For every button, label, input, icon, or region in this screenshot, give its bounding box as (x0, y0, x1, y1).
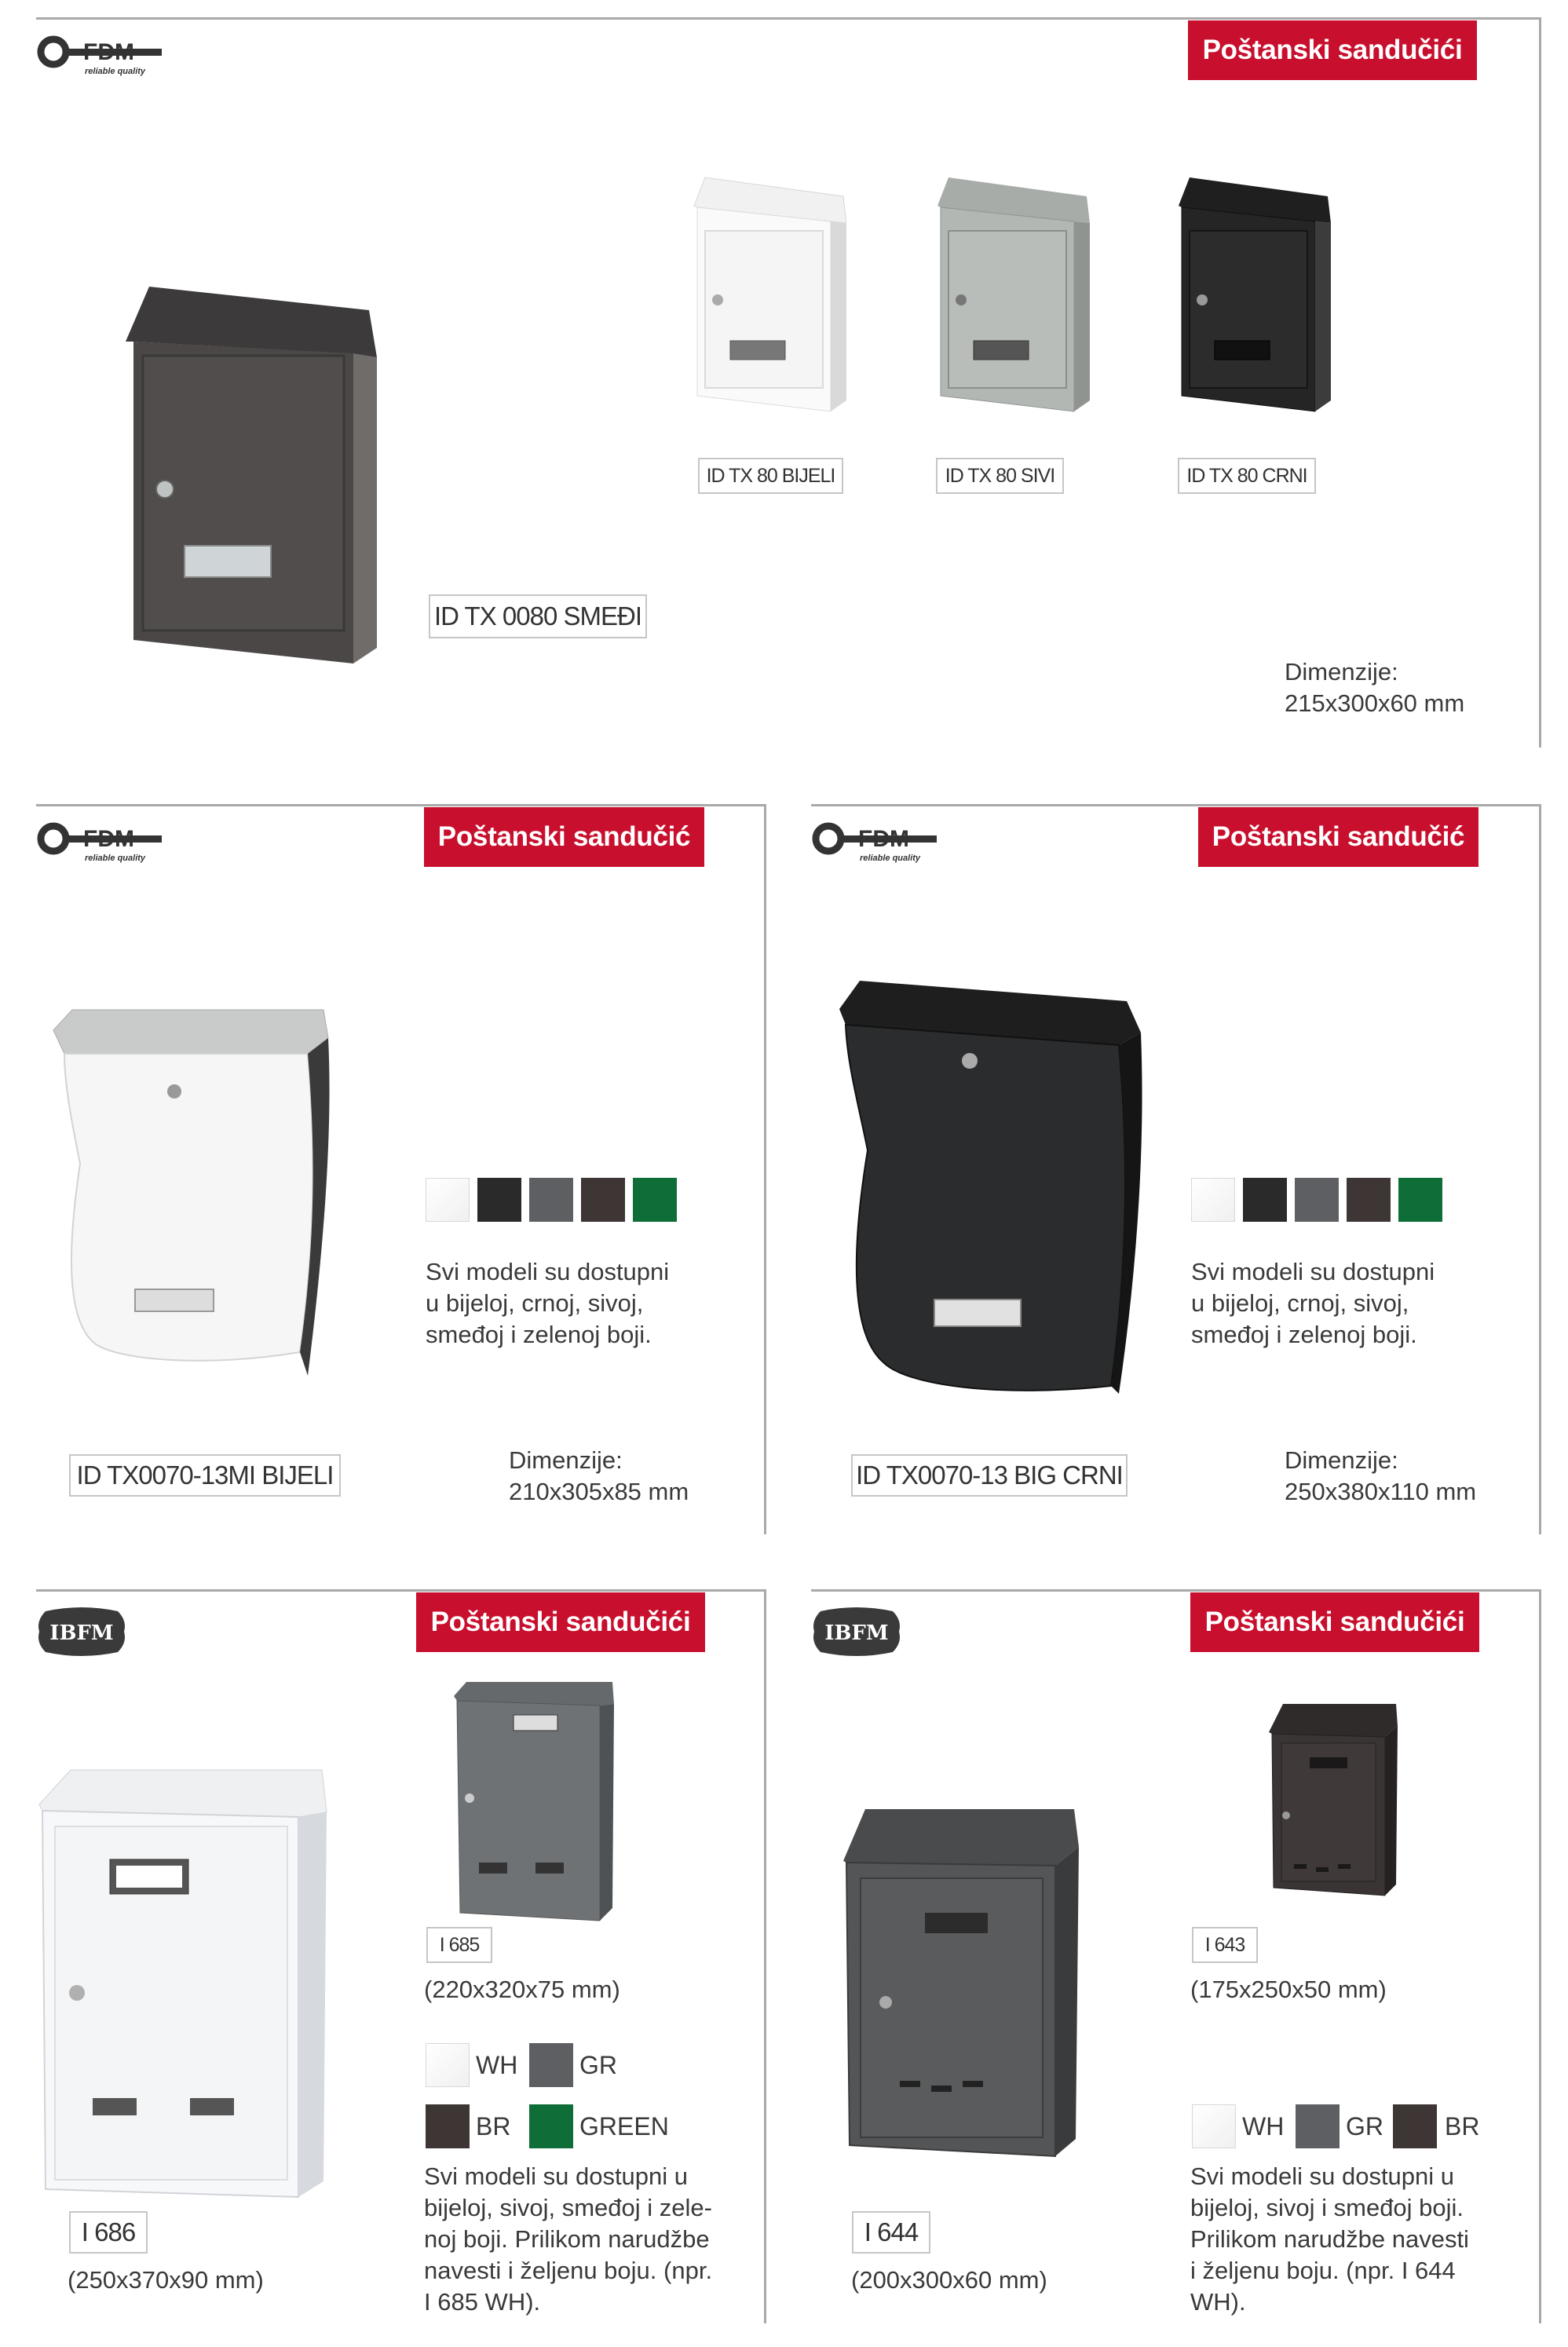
section5-banner: Poštanski sandučići (1190, 1592, 1479, 1652)
section3-dimensions-value: 250x380x110 mm (1285, 1478, 1477, 1505)
section5-main-dims: (200x300x60 mm) (851, 2266, 1047, 2294)
svg-text:reliable quality: reliable quality (860, 854, 921, 863)
svg-text:FDM: FDM (83, 826, 134, 852)
swatch-gray (529, 1178, 573, 1222)
variant-label-white: ID TX 80 BIJELI (698, 458, 843, 494)
swatch-code-br: BR (476, 2112, 511, 2140)
section4-sub-label: I 685 (426, 1927, 492, 1963)
swatch-brown (426, 2104, 470, 2148)
section4-note-line1: Svi modeli su dostupni u (424, 2162, 689, 2190)
swatch-gray (1295, 1178, 1339, 1222)
section5-main-label: I 644 (852, 2211, 930, 2254)
swatch-code-green: GREEN (579, 2112, 669, 2140)
section3-top-divider (811, 804, 1541, 806)
swatch-black (1243, 1178, 1287, 1222)
section4-note-line4: navesti i željenu boju. (npr. (424, 2257, 713, 2284)
section1-right-divider (1539, 17, 1541, 748)
variant-label-black: ID TX 80 CRNI (1178, 458, 1316, 494)
mailbox-i685-gray-image (451, 1680, 616, 1924)
variant-label-gray: ID TX 80 SIVI (936, 458, 1064, 494)
section2-dimensions-value: 210x305x85 mm (509, 1478, 689, 1505)
section5-right-divider (1539, 1589, 1541, 2323)
ibfm-logo (810, 1607, 904, 1657)
section2-availability-line1: Svi modeli su dostupni (426, 1258, 670, 1285)
fom-logo (36, 30, 162, 85)
section4-main-label: I 686 (69, 2211, 148, 2254)
svg-text:reliable quality: reliable quality (85, 854, 146, 863)
swatch-black (477, 1178, 521, 1222)
section4-right-divider (764, 1589, 766, 2323)
section4-main-dims: (250x370x90 mm) (68, 2266, 264, 2294)
svg-text:FDM: FDM (858, 826, 909, 852)
svg-text:IBFM: IBFM (49, 1621, 114, 1645)
swatch-green (529, 2104, 573, 2148)
swatch-gray (1296, 2104, 1340, 2148)
section2-dimensions-label: Dimenzije: (509, 1446, 623, 1474)
swatch-green (633, 1178, 677, 1222)
section5-note-line5: WH). (1190, 2288, 1246, 2316)
section2-availability-line3: smeđoj i zelenoj boji. (426, 1321, 652, 1348)
section4-banner: Poštanski sandučići (416, 1592, 705, 1652)
swatch-white (1191, 1178, 1235, 1222)
section3-dimensions-label: Dimenzije: (1285, 1446, 1398, 1474)
swatch-code-br: BR (1445, 2112, 1480, 2140)
fom-logo (811, 817, 937, 872)
section2-availability-line2: u bijeloj, crnoj, sivoj, (426, 1289, 644, 1317)
svg-text:IBFM: IBFM (824, 1621, 889, 1645)
fom-logo (36, 817, 162, 872)
swatch-code-gr: GR (1346, 2112, 1383, 2140)
mailbox-i686-white-image (31, 1765, 330, 2205)
swatch-brown (1393, 2104, 1437, 2148)
mailbox-tx80-white-image (689, 174, 846, 418)
swatch-green (1398, 1178, 1442, 1222)
section1-dimensions-value: 215x300x60 mm (1285, 689, 1465, 717)
swatch-white (1192, 2104, 1236, 2148)
swatch-code-gr: GR (579, 2051, 617, 2079)
mailbox-tx80-gray-image (933, 174, 1090, 418)
ibfm-logo (35, 1607, 129, 1657)
mailbox-tx0070-13mi-white-image (49, 1007, 331, 1384)
section2-banner: Poštanski sandučić (424, 807, 704, 867)
swatch-code-wh: WH (1242, 2112, 1285, 2140)
swatch-white (426, 2043, 470, 2087)
swatch-white (426, 1178, 470, 1222)
swatch-brown (581, 1178, 625, 1222)
section5-sub-dims: (175x250x50 mm) (1190, 1976, 1387, 2003)
section1-main-label: ID TX 0080 SMEĐI (429, 594, 647, 638)
section4-sub-dims: (220x320x75 mm) (424, 1976, 620, 2003)
section2-product-label: ID TX0070-13MI BIJELI (69, 1454, 341, 1497)
section1-top-divider (36, 17, 1541, 20)
swatch-brown (1347, 1178, 1391, 1222)
section3-banner: Poštanski sandučić (1198, 807, 1478, 867)
section3-right-divider (1539, 804, 1541, 1534)
mailbox-i643-brown-image (1266, 1702, 1399, 1899)
section3-availability-line3: smeđoj i zelenoj boji. (1191, 1321, 1417, 1348)
section3-product-label: ID TX0070-13 BIG CRNI (851, 1454, 1128, 1497)
section5-top-divider (811, 1589, 1541, 1592)
mailbox-tx0080-brown-image (118, 279, 377, 671)
section5-note-line3: Prilikom narudžbe navesti (1190, 2225, 1469, 2253)
section4-note-line3: noj boji. Prilikom narudžbe (424, 2225, 710, 2253)
section3-availability-line1: Svi modeli su dostupni (1191, 1258, 1435, 1285)
section5-note-line1: Svi modeli su dostupni u (1190, 2162, 1455, 2190)
swatch-code-wh: WH (476, 2051, 518, 2079)
section5-note-line2: bijeloj, sivoj i smeđoj boji. (1190, 2194, 1464, 2221)
swatch-gray (529, 2043, 573, 2087)
svg-text:FDM: FDM (83, 39, 134, 65)
mailbox-i644-dark-image (839, 1806, 1082, 2159)
section2-right-divider (764, 804, 766, 1534)
svg-text:reliable quality: reliable quality (85, 67, 146, 76)
mailbox-tx80-black-image (1174, 174, 1331, 418)
section4-note-line2: bijeloj, sivoj, smeđoj i zele- (424, 2194, 712, 2221)
section2-top-divider (36, 804, 766, 806)
section4-top-divider (36, 1589, 766, 1592)
section3-availability-line2: u bijeloj, crnoj, sivoj, (1191, 1289, 1409, 1317)
section1-banner: Poštanski sandučići (1188, 20, 1477, 80)
section5-sub-label: I 643 (1192, 1927, 1258, 1963)
mailbox-tx0070-13-big-black-image (836, 978, 1142, 1402)
section5-note-line4: i željenu boju. (npr. I 644 (1190, 2257, 1456, 2284)
section4-note-line5: I 685 WH). (424, 2288, 541, 2316)
section1-dimensions-label: Dimenzije: (1285, 658, 1398, 685)
